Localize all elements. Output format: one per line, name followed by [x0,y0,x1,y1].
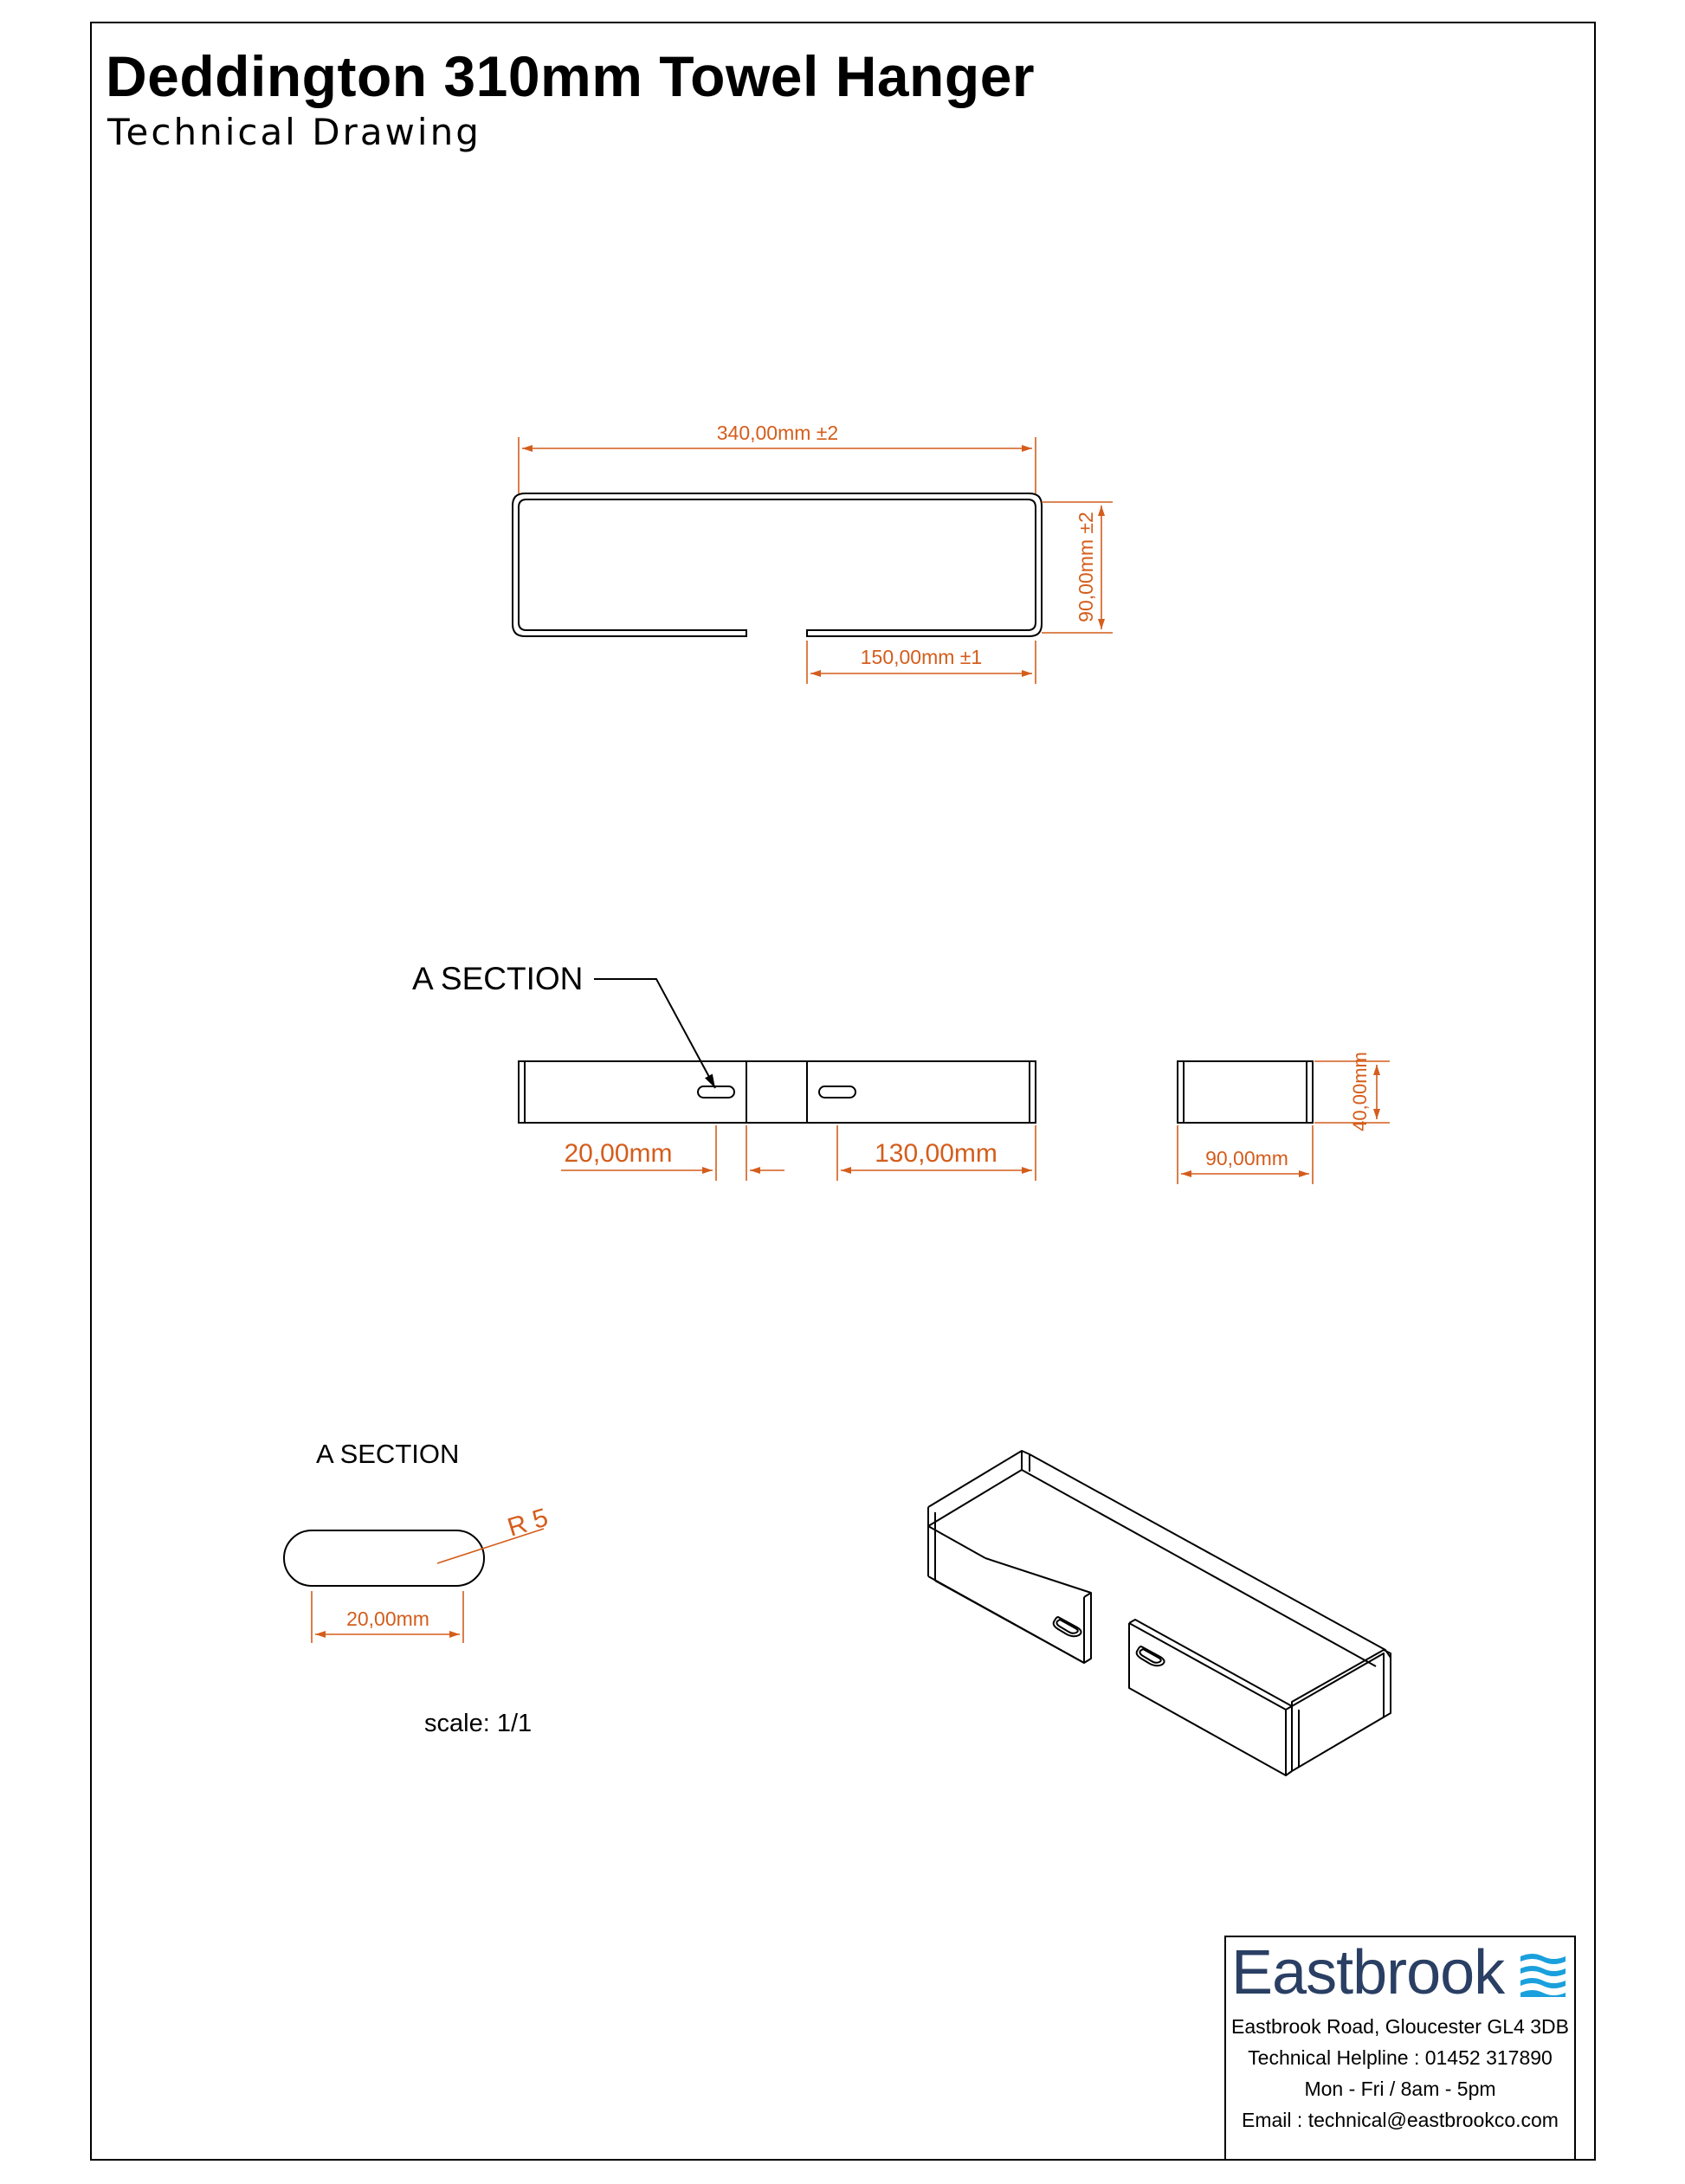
section-radius-label: R 5 [504,1503,552,1543]
company-address: Eastbrook Road, Gloucester GL4 3DB [1231,2015,1569,2038]
front-view [519,1061,1036,1123]
top-depth-label: 90,00mm ±2 [1075,512,1097,622]
brand-name: Eastbrook [1231,1938,1505,2007]
page-title: Deddington 310mm Towel Hanger [106,44,1036,108]
technical-helpline: Technical Helpline : 01452 317890 [1248,2046,1553,2069]
top-view [513,493,1042,636]
section-detail-title: A SECTION [316,1439,460,1469]
side-height-label: 40,00mm [1349,1052,1371,1131]
front-slot-right [819,1086,855,1098]
page-subtitle: Technical Drawing [107,111,481,153]
isometric-view [928,1451,1391,1775]
section-callout-leader [594,979,715,1088]
scale-label: scale: 1/1 [424,1710,533,1737]
side-width-label: 90,00mm [1205,1147,1288,1169]
front-slot-left [698,1086,734,1098]
contact-email: Email : technical@eastbrookco.com [1242,2109,1559,2131]
opening-hours: Mon - Fri / 8am - 5pm [1304,2078,1496,2100]
front-slot-offset-label: 20,00mm [564,1139,673,1168]
iso-slot-right [1137,1646,1165,1665]
waves-icon [1519,1949,1567,1998]
iso-slot-left [1054,1617,1081,1636]
top-view-dimensions [519,437,1113,684]
company-info-box [1224,1936,1576,2161]
front-section-callout: A SECTION [412,961,584,996]
top-width-label: 340,00mm ±2 [716,422,839,444]
front-span-label: 130,00mm [875,1139,997,1168]
side-view [1178,1061,1313,1123]
section-slot-length-label: 20,00mm [346,1607,429,1630]
top-arm-label: 150,00mm ±1 [860,646,983,668]
